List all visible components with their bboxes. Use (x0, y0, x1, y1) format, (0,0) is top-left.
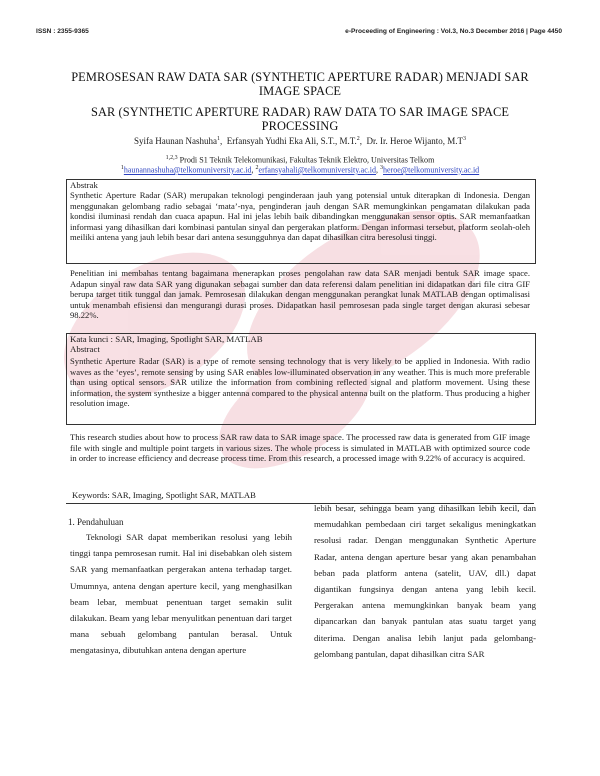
abstrak-paragraph-2: Penelitian ini membahas tentang bagaimana menerapkan proses pengolahan raw data SAR menjadi bentuk SAR image space. Adapun sinyal raw data SAR yang digunakan sebagai sumber dan data referensi dalam penelitian ini didapatkan dari file citra GIF berupa target titik tunggal dan jamak. Pemrosesan dilakukan dengan menggunakan perangkat lunak MATLAB dengan optimalisasi untuk menambah efisiensi dan mengurangi durasi proses. Didapatkan hasil pemrosesan pada single target dengan akurasi sebesar 98.22%. (70, 268, 530, 321)
paper-title-indonesian: PEMROSESAN RAW DATA SAR (SYNTHETIC APERTURE RADAR) MENJADI SAR IMAGE SPACE (71, 70, 529, 98)
issn-label: ISSN : 2355-9365 (36, 28, 89, 35)
abstract-paragraph-1: Synthetic Aperture Radar (SAR) is a type of remote sensing technology that is very likely to be applied in Indonesia. With radio waves as the ‘eyes’, remote sensing by using SAR enables low-illuminated observation in any weather. This is much more preferable than using optical sensors. SAR utilize the information from combining reflected signal and platform movement. Using these information, the system synthesize a bigger antenna compared to the physical antenna built on the platform. Thus producing a higher resolution image. (70, 356, 530, 409)
author-name: Syifa Haunan Nashuha (133, 136, 217, 146)
author-emails: $^1$haunannashuha@telkomuniversity.ac.id, $^2$erfansyahali@telkomuniversity.ac.id, $^3$heroe@telkomuniversity.ac.id (120, 165, 480, 175)
keywords: Keywords: SAR, Imaging, Spotlight SAR, MATLAB (72, 490, 256, 500)
affiliation: $^{1,2,3}$ Prodi S1 Teknik Telekomunikasi, Fakultas Teknik Elektro, Universitas Telkom (165, 155, 435, 165)
intro-right-column: lebih besar, sehingga beam yang dihasilkan lebih kecil, dan memudahkan pembedaan ciri target sekaligus meningkatkan resolusi radar. Dengan menggunakan Synthetic Aperture Radar, antena dengan aperture besar yang akan penambahan beban pada platform antena (satelit, UAV, dll.) dapat digantikan fungsinya dengan antena yang lebih kecil. Pergerakan antena memungkinkan banyak beam yang dipancarkan dan banyak pantulan atas suatu target yang diterima. Dengan analisa lebih lanjut pada gelombang-gelombang pantulan, dapat dihasilkan citra SAR (314, 503, 536, 659)
intro-left-column: Teknologi SAR dapat memberikan resolusi yang lebih tinggi tanpa pemrosesan rumit. Hal ini disebabkan oleh sistem SAR yang memanfaatkan pergerakan antena terhadap target. Umumnya, antena dengan aperture kecil, yang menghasilkan beam lebar, membuat penentuan target semakin sulit dilakukan. Beam yang lebar menyulitkan penentuan dari target mana sebuah gelombang pantulan berasal. Untuk mengatasinya, dibutuhkan antena dengan aperture (70, 532, 292, 656)
email-link[interactable]: haunannashuha@telkomuniversity.ac.id (123, 165, 252, 175)
section-heading: 1. Pendahuluan (68, 517, 124, 527)
email-link[interactable]: erfansyahali@telkomuniversity.ac.id (258, 165, 377, 175)
abstrak-heading: Abstrak (70, 180, 98, 190)
paper-title-english: SAR (SYNTHETIC APERTURE RADAR) RAW DATA TO SAR IMAGE SPACE PROCESSING (90, 105, 510, 133)
author-name: Dr. Ir. Heroe Wijanto, M.T (366, 136, 463, 146)
abstract-paragraph-2: This research studies about how to process SAR raw data to SAR image space. The processed raw data is generated from GIF image file with single and multiple point targets in various sizes. The whole process is simulated in MATLAB with optimized source code in order to increase efficiency and decrease process time. From this research, a processed image with 9.22% of accuracy is acquired. (70, 432, 530, 464)
author-name: Erfansyah Yudhi Eka Ali, S.T., M.T. (226, 136, 357, 146)
kata-kunci: Kata kunci : SAR, Imaging, Spotlight SAR, MATLAB (70, 334, 263, 344)
abstrak-paragraph-1: Synthetic Aperture Radar (SAR) merupakan teknologi penginderaan jauh yang potensial untuk diterapkan di Indonesia. Dengan menggunakan gelombang radio sebagai ‘mata’-nya, penginderan jauh dengan SAR memungkinkan pengamatan dilakukan pada kondisi iluminasi rendah dan cuaca apapun. Hal ini jelas lebih baik dibandingkan menggunakan sensor optis. SAR memanfaatkan informasi yang dihasilkan dari kombinasi pantulan sinyal dan pergerakan platform. Dengan informasi tersebut, platform seolah-oleh meiliki antena yang jauh lebih besar dari antena sesungguhnya dan dapat dihasilkan citra beresolusi tinggi. (70, 190, 530, 243)
author-list: Syifa Haunan Nashuha$^1$, Erfansyah Yudhi Eka Ali, S.T., M.T.$^2$, Dr. Ir. Heroe Wijanto, $M.T^3$ (133, 136, 466, 146)
abstract-heading: Abstract (70, 344, 100, 354)
journal-header: e-Proceeding of Engineering : Vol.3, No.3 December 2016 | Page 4450 (345, 28, 562, 35)
email-link[interactable]: heroe@telkomuniversity.ac.id (383, 165, 480, 175)
